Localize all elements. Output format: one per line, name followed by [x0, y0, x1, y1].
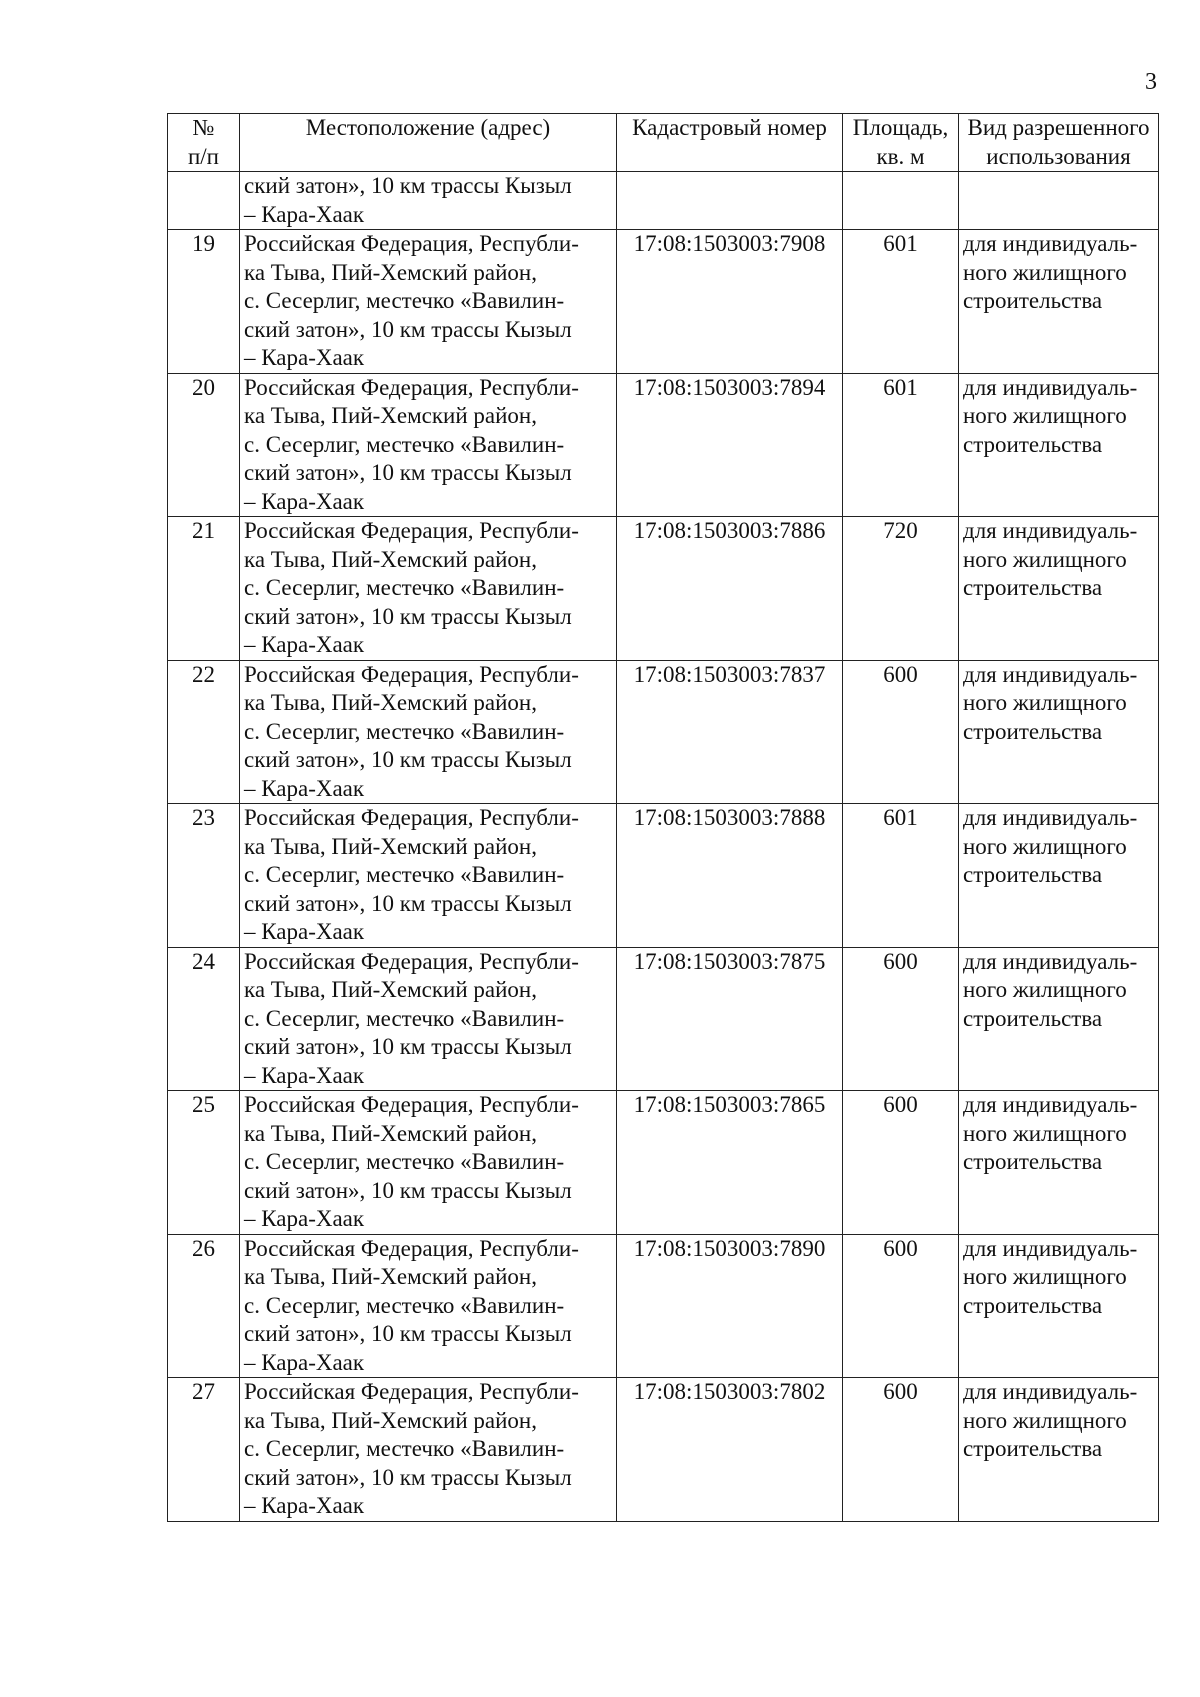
cell-cadastral: 17:08:1503003:7886: [617, 517, 843, 661]
cell-cadastral: 17:08:1503003:7888: [617, 804, 843, 948]
cell-use: [959, 947, 1159, 1091]
address-line: ский затон», 10 км трассы Кызыл: [244, 890, 572, 916]
address-line: – Кара-Хаак: [244, 632, 365, 657]
address-line: – Кара-Хаак: [244, 1206, 365, 1231]
cell-num: 23: [168, 804, 240, 948]
cell-address: [240, 947, 617, 1091]
header-use: [959, 114, 1159, 172]
cell-use: [959, 1378, 1159, 1522]
table-row: [168, 804, 1159, 948]
cell-use: [959, 1091, 1159, 1235]
use-line: для индивидуаль-: [963, 805, 1138, 830]
cell-area: 601: [843, 373, 959, 517]
address-line: – Кара-Хаак: [244, 1349, 365, 1375]
address-line: ский затон», 10 км трассы Кызыл: [244, 1321, 572, 1346]
address-line: ский затон», 10 км трассы Кызыл: [244, 1034, 572, 1059]
use-line: строительства: [963, 718, 1103, 744]
use-line: для индивидуаль-: [963, 1379, 1138, 1404]
header-area-line-2: кв. м: [876, 143, 925, 169]
table-row: [168, 1378, 1159, 1522]
cell-use: [959, 230, 1159, 374]
use-line: строительства: [963, 431, 1103, 457]
use-line: ного жилищного: [963, 1120, 1127, 1146]
cell-use: [959, 1234, 1159, 1378]
cell-cadastral: [617, 172, 843, 230]
cell-area: 600: [843, 1091, 959, 1235]
cell-cadastral: 17:08:1503003:7837: [617, 660, 843, 804]
cell-use: [959, 517, 1159, 661]
address-line: – Кара-Хаак: [244, 488, 365, 514]
cell-address: [240, 804, 617, 948]
cell-use: [959, 660, 1159, 804]
cell-area: 600: [843, 1378, 959, 1522]
address-line: ка Тыва, Пий-Хемский район,: [244, 1407, 537, 1433]
cell-num: [168, 172, 240, 230]
use-line: строительства: [963, 575, 1103, 600]
address-line: Российская Федерация, Республи-: [244, 518, 579, 543]
address-line: с. Сесерлиг, местечко «Вавилин-: [244, 288, 565, 313]
use-line: ного жилищного: [963, 1264, 1127, 1289]
cell-num: 27: [168, 1378, 240, 1522]
use-line: строительства: [963, 1149, 1103, 1174]
table-row: [168, 1234, 1159, 1378]
use-line: для индивидуаль-: [963, 661, 1138, 687]
address-line: ка Тыва, Пий-Хемский район,: [244, 1264, 537, 1289]
cell-num: 22: [168, 660, 240, 804]
cell-address: [240, 172, 617, 230]
address-line: – Кара-Хаак: [244, 1062, 365, 1088]
use-line: для индивидуаль-: [963, 374, 1138, 400]
cell-cadastral: 17:08:1503003:7865: [617, 1091, 843, 1235]
address-line: – Кара-Хаак: [244, 775, 365, 801]
cell-address: [240, 1378, 617, 1522]
cell-address: [240, 373, 617, 517]
cell-num: 20: [168, 373, 240, 517]
address-line: с. Сесерлиг, местечко «Вавилин-: [244, 431, 565, 457]
use-line: ного жилищного: [963, 1407, 1127, 1433]
page-number: 3: [1145, 69, 1157, 95]
use-line: для индивидуаль-: [963, 518, 1138, 543]
cell-address: [240, 230, 617, 374]
address-line: ский затон», 10 км трассы Кызыл: [244, 1464, 572, 1490]
use-line: ного жилищного: [963, 259, 1127, 285]
address-line: Российская Федерация, Республи-: [244, 1235, 579, 1261]
use-line: строительства: [963, 862, 1103, 887]
address-line: с. Сесерлиг, местечко «Вавилин-: [244, 1005, 565, 1031]
table-header-row: [168, 114, 1159, 172]
cell-cadastral: 17:08:1503003:7894: [617, 373, 843, 517]
cell-use: [959, 373, 1159, 517]
address-line: с. Сесерлиг, местечко «Вавилин-: [244, 718, 565, 744]
cell-address: [240, 517, 617, 661]
cell-cadastral: 17:08:1503003:7908: [617, 230, 843, 374]
header-cadastral: [617, 114, 843, 172]
use-line: строительства: [963, 1005, 1103, 1031]
address-line: ка Тыва, Пий-Хемский район,: [244, 546, 537, 572]
table-row: [168, 660, 1159, 804]
address-line: – Кара-Хаак: [244, 201, 365, 227]
address-line: Российская Федерация, Республи-: [244, 231, 579, 256]
address-line: Российская Федерация, Республи-: [244, 805, 579, 830]
use-line: для индивидуаль-: [963, 1235, 1138, 1261]
cell-num: 26: [168, 1234, 240, 1378]
cell-area: [843, 172, 959, 230]
cell-cadastral: 17:08:1503003:7890: [617, 1234, 843, 1378]
use-line: для индивидуаль-: [963, 1092, 1138, 1117]
address-line: Российская Федерация, Республи-: [244, 1379, 579, 1404]
cell-area: 600: [843, 1234, 959, 1378]
cell-cadastral: 17:08:1503003:7875: [617, 947, 843, 1091]
cell-area: 600: [843, 660, 959, 804]
header-num-line-1: №: [192, 115, 215, 140]
cell-use: [959, 172, 1159, 230]
address-line: ка Тыва, Пий-Хемский район,: [244, 833, 537, 859]
address-line: ка Тыва, Пий-Хемский район,: [244, 977, 537, 1002]
address-line: ский затон», 10 км трассы Кызыл: [244, 747, 572, 772]
header-address-line-1: Местоположение (адрес): [305, 115, 551, 140]
header-use-line-2: использования: [986, 143, 1131, 169]
use-line: для индивидуаль-: [963, 231, 1138, 256]
cell-area: 601: [843, 230, 959, 374]
address-line: с. Сесерлиг, местечко «Вавилин-: [244, 575, 565, 600]
table-row: [168, 947, 1159, 1091]
address-line: ский затон», 10 км трассы Кызыл: [244, 173, 572, 198]
use-line: строительства: [963, 1292, 1103, 1318]
cell-num: 24: [168, 947, 240, 1091]
cell-num: 25: [168, 1091, 240, 1235]
address-line: ский затон», 10 км трассы Кызыл: [244, 1177, 572, 1203]
land-plots-table: [167, 113, 1159, 1522]
address-line: ка Тыва, Пий-Хемский район,: [244, 403, 537, 428]
cell-use: [959, 804, 1159, 948]
table-row: [168, 230, 1159, 374]
use-line: строительства: [963, 1436, 1103, 1461]
cell-area: 600: [843, 947, 959, 1091]
address-line: с. Сесерлиг, местечко «Вавилин-: [244, 862, 565, 887]
header-address: [240, 114, 617, 172]
table-row: [168, 373, 1159, 517]
address-line: с. Сесерлиг, местечко «Вавилин-: [244, 1149, 565, 1174]
cell-num: 19: [168, 230, 240, 374]
address-line: с. Сесерлиг, местечко «Вавилин-: [244, 1436, 565, 1461]
header-area: [843, 114, 959, 172]
use-line: ного жилищного: [963, 833, 1127, 859]
header-use-line-1: Вид разрешенного: [967, 115, 1150, 140]
cell-area: 601: [843, 804, 959, 948]
header-num: [168, 114, 240, 172]
use-line: ного жилищного: [963, 546, 1127, 572]
address-line: Российская Федерация, Республи-: [244, 948, 579, 974]
header-num-line-2: п/п: [187, 143, 219, 169]
use-line: ного жилищного: [963, 977, 1127, 1002]
use-line: для индивидуаль-: [963, 948, 1138, 974]
cell-address: [240, 1234, 617, 1378]
address-line: – Кара-Хаак: [244, 1493, 365, 1518]
use-line: ного жилищного: [963, 403, 1127, 428]
header-area-line-1: Площадь,: [852, 115, 949, 140]
cell-area: 720: [843, 517, 959, 661]
address-line: ка Тыва, Пий-Хемский район,: [244, 259, 537, 285]
cell-address: [240, 660, 617, 804]
address-line: Российская Федерация, Республи-: [244, 1092, 579, 1117]
table-row-continuation: [168, 172, 1159, 230]
cell-address: [240, 1091, 617, 1235]
address-line: – Кара-Хаак: [244, 919, 365, 944]
use-line: строительства: [963, 288, 1103, 313]
address-line: Российская Федерация, Республи-: [244, 374, 579, 400]
address-line: ский затон», 10 км трассы Кызыл: [244, 603, 572, 629]
address-line: ка Тыва, Пий-Хемский район,: [244, 690, 537, 715]
address-line: ский затон», 10 км трассы Кызыл: [244, 316, 572, 342]
address-line: ка Тыва, Пий-Хемский район,: [244, 1120, 537, 1146]
address-line: с. Сесерлиг, местечко «Вавилин-: [244, 1292, 565, 1318]
header-cadastral-line-1: Кадастровый номер: [632, 115, 827, 140]
cell-num: 21: [168, 517, 240, 661]
address-line: ский затон», 10 км трассы Кызыл: [244, 460, 572, 485]
use-line: ного жилищного: [963, 690, 1127, 715]
table-row: [168, 517, 1159, 661]
cell-cadastral: 17:08:1503003:7802: [617, 1378, 843, 1522]
table-row: [168, 1091, 1159, 1235]
address-line: – Кара-Хаак: [244, 345, 365, 370]
address-line: Российская Федерация, Республи-: [244, 661, 579, 687]
